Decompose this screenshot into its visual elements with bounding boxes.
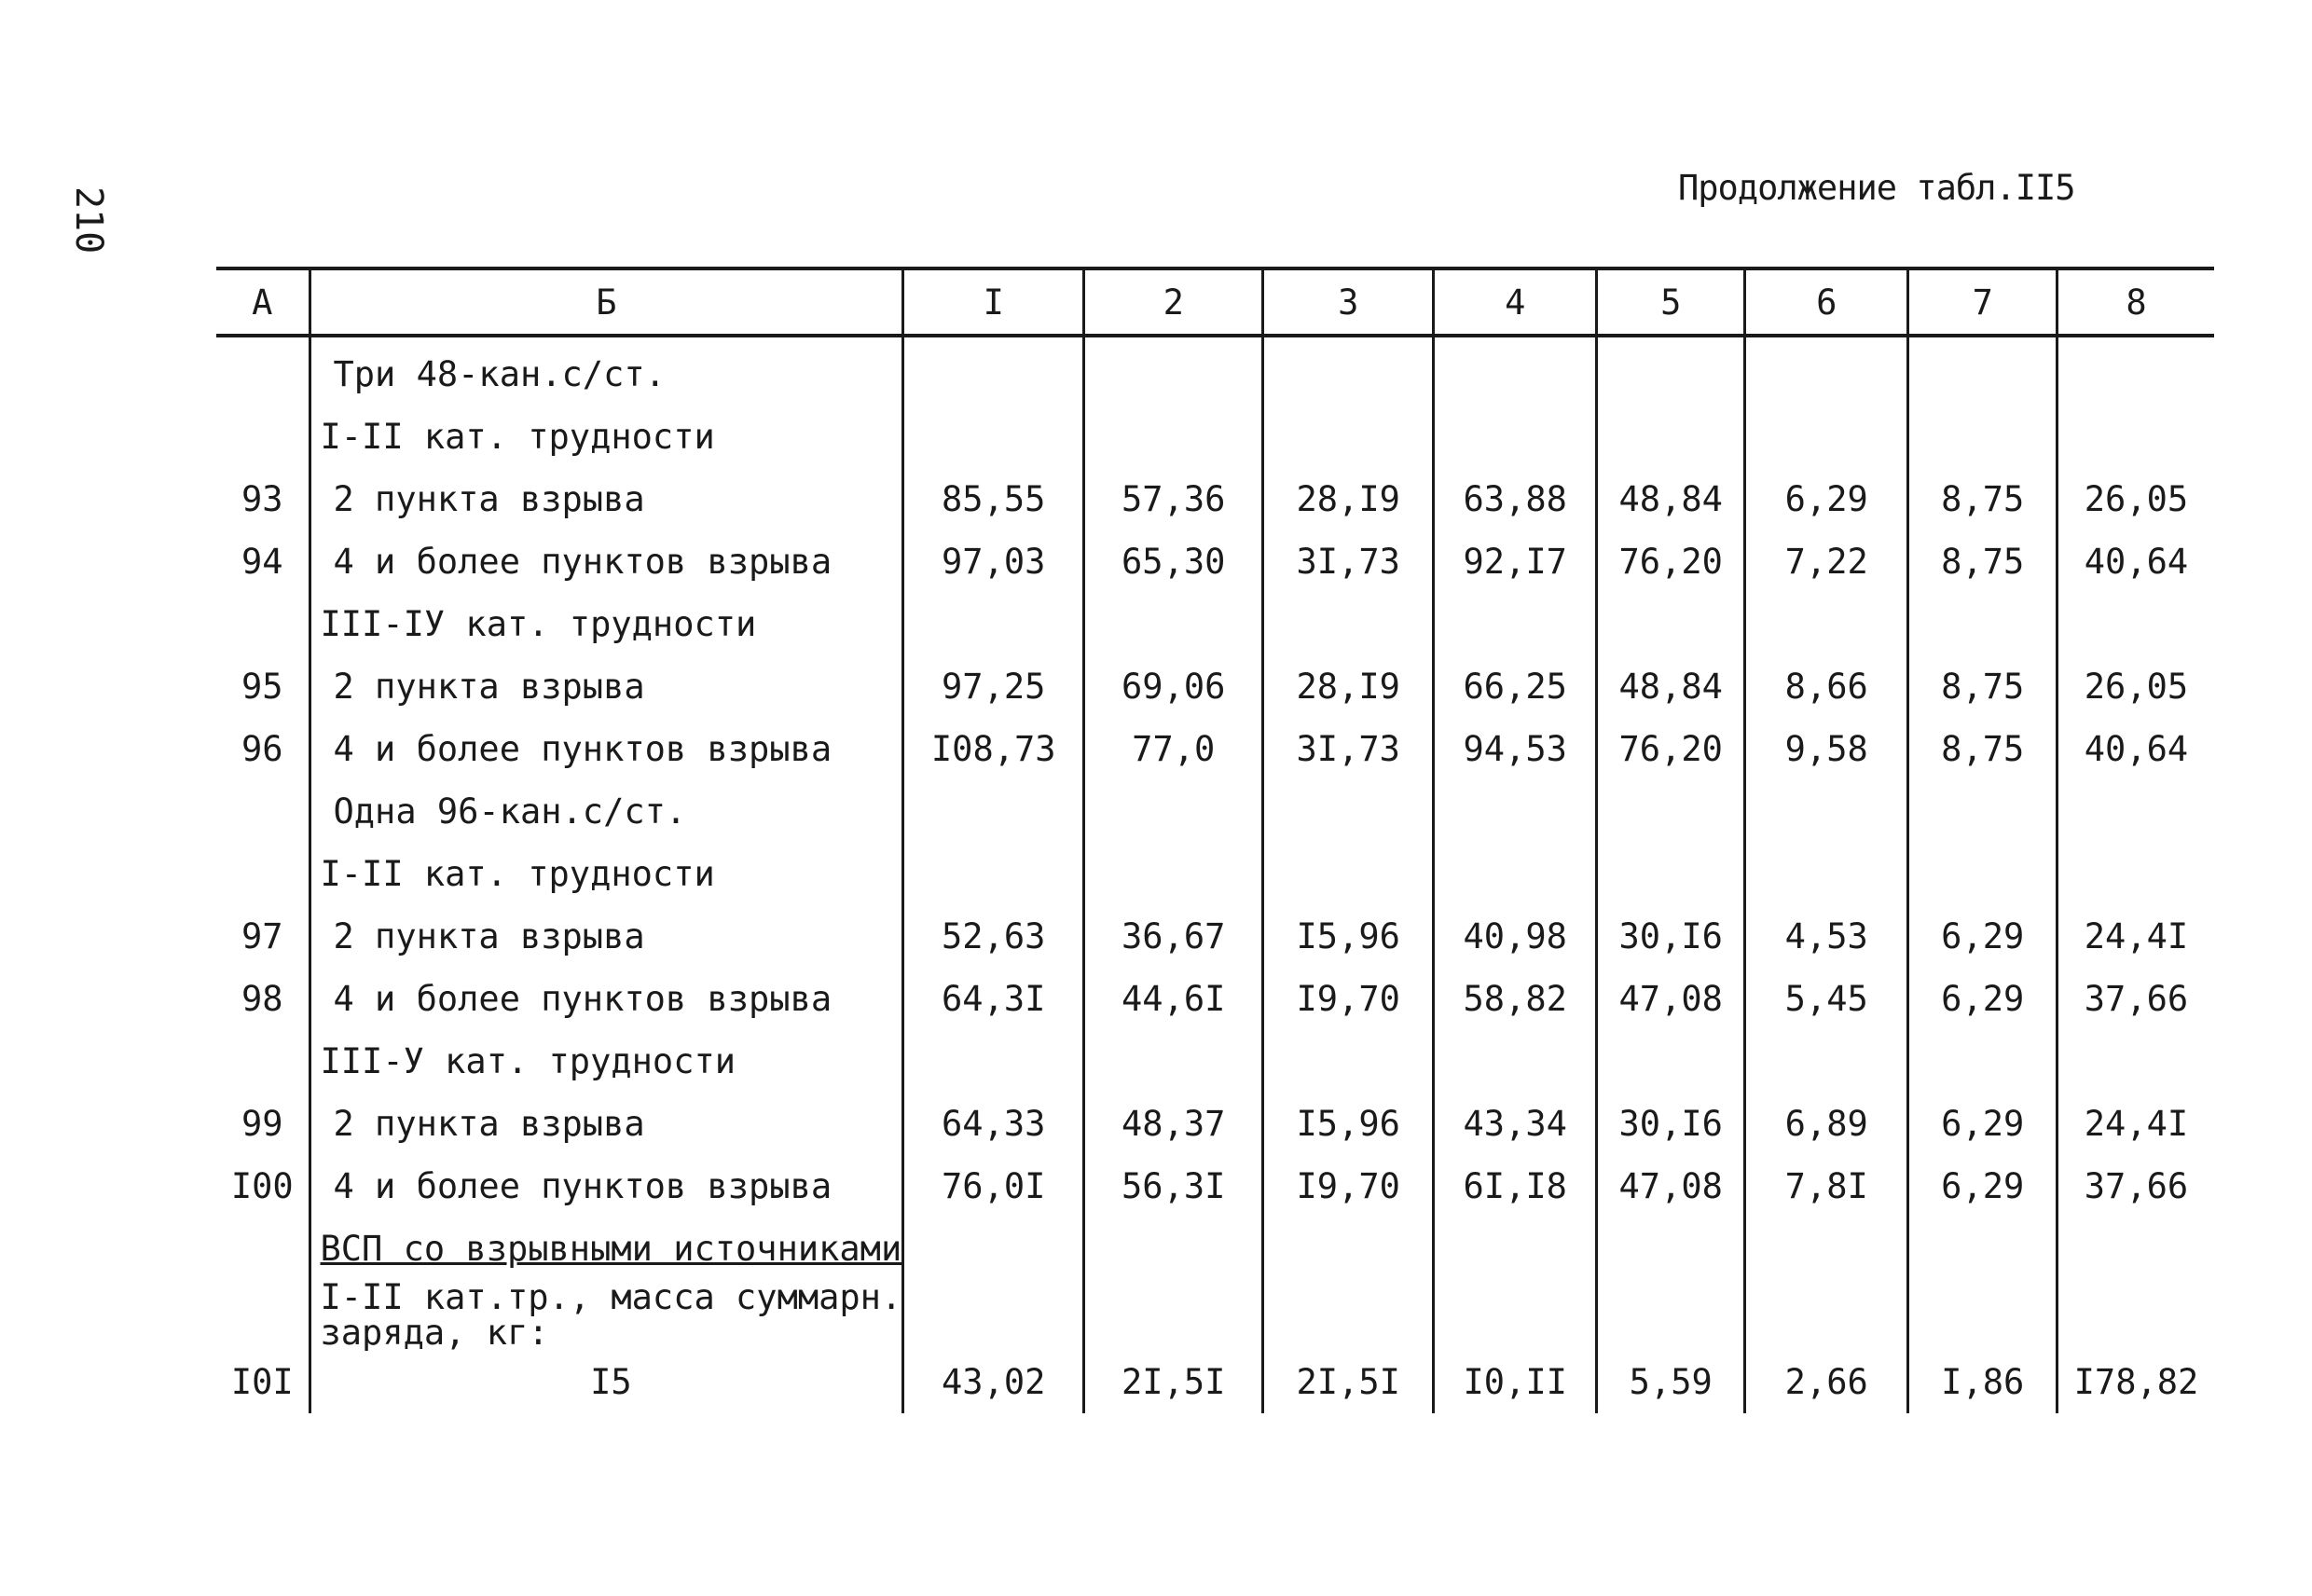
value-cell <box>903 406 1084 468</box>
row-number-cell <box>216 780 310 843</box>
value-cell <box>1084 1218 1263 1280</box>
description-cell: I-II кат.тр., масса суммарн. заряда, кг: <box>310 1280 903 1351</box>
value-cell: 66,25 <box>1434 655 1597 718</box>
value-cell <box>903 1030 1084 1093</box>
header-row <box>216 268 2214 336</box>
value-cell <box>1434 593 1597 655</box>
value-cell <box>1908 1280 2057 1351</box>
value-cell <box>1745 336 1908 406</box>
table-row <box>216 1351 2214 1413</box>
section-heading: ВСП со взрывными источниками <box>320 1229 902 1269</box>
row-number-cell <box>216 1280 310 1351</box>
value-cell: I0,II <box>1434 1351 1597 1413</box>
row-number-cell <box>216 1218 310 1280</box>
value-cell: 8,75 <box>1908 718 2057 780</box>
row-number-cell: 99 <box>241 1104 283 1144</box>
table-row <box>216 655 2214 718</box>
value-cell: 47,08 <box>1597 1155 1745 1218</box>
value-cell: 43,34 <box>1434 1093 1597 1155</box>
value-cell: 2,66 <box>1745 1351 1908 1413</box>
value-cell <box>1084 593 1263 655</box>
column-header: 3 <box>1263 268 1434 336</box>
table-row <box>216 905 2214 968</box>
column-header: 6 <box>1745 268 1908 336</box>
value-cell: 92,I7 <box>1434 530 1597 593</box>
value-cell: 9,58 <box>1745 718 1908 780</box>
value-cell: 94,53 <box>1434 718 1597 780</box>
value-cell: 8,75 <box>1908 655 2057 718</box>
value-cell: I,86 <box>1908 1351 2057 1413</box>
value-cell <box>1434 1030 1597 1093</box>
value-cell <box>1263 1030 1434 1093</box>
table-row <box>216 1280 2214 1351</box>
value-cell: 7,22 <box>1745 530 1908 593</box>
value-cell <box>2057 843 2214 905</box>
row-number-cell: I00 <box>230 1166 294 1206</box>
value-cell <box>1908 336 2057 406</box>
value-cell <box>1597 593 1745 655</box>
table-row <box>216 406 2214 468</box>
value-cell <box>1597 780 1745 843</box>
value-cell <box>1908 406 2057 468</box>
value-cell: 40,64 <box>2057 718 2214 780</box>
value-cell: 30,I6 <box>1597 1093 1745 1155</box>
value-cell: 6,29 <box>1908 1093 2057 1155</box>
row-number-cell: 98 <box>241 979 283 1019</box>
value-cell <box>1745 593 1908 655</box>
table-caption: Продолжение табл.II5 <box>1678 168 2075 208</box>
value-cell: 6,29 <box>1745 468 1908 530</box>
table-row <box>216 1218 2214 1280</box>
value-cell: 2I,5I <box>1084 1351 1263 1413</box>
value-cell: 76,20 <box>1597 530 1745 593</box>
column-header: 7 <box>1908 268 2057 336</box>
table-row <box>216 718 2214 780</box>
value-cell <box>1434 843 1597 905</box>
table-row <box>216 968 2214 1030</box>
row-number-cell: 95 <box>241 667 283 707</box>
value-cell: 57,36 <box>1084 468 1263 530</box>
value-cell <box>2057 1218 2214 1280</box>
value-cell <box>903 1280 1084 1351</box>
value-cell <box>1084 843 1263 905</box>
value-cell: 8,75 <box>1908 468 2057 530</box>
value-cell: 43,02 <box>903 1351 1084 1413</box>
row-number-cell <box>216 593 310 655</box>
value-cell: 64,33 <box>903 1093 1084 1155</box>
description-cell <box>310 1218 903 1280</box>
value-cell <box>1084 336 1263 406</box>
value-cell <box>1908 1218 2057 1280</box>
value-cell: I5,96 <box>1263 905 1434 968</box>
value-cell <box>1745 780 1908 843</box>
table-row <box>216 336 2214 406</box>
table-row <box>216 1030 2214 1093</box>
value-cell: 48,37 <box>1084 1093 1263 1155</box>
value-cell <box>1263 843 1434 905</box>
value-cell <box>1263 1280 1434 1351</box>
value-cell: 52,63 <box>903 905 1084 968</box>
value-cell: 85,55 <box>903 468 1084 530</box>
value-cell <box>903 336 1084 406</box>
value-cell <box>1597 1218 1745 1280</box>
value-cell: 7,8I <box>1745 1155 1908 1218</box>
description-cell: 2 пункта взрыва <box>310 1093 903 1155</box>
column-header: A <box>216 268 310 336</box>
value-cell: 40,98 <box>1434 905 1597 968</box>
value-cell <box>1745 1280 1908 1351</box>
value-cell: 6,29 <box>1908 968 2057 1030</box>
value-cell: 56,3I <box>1084 1155 1263 1218</box>
description-cell: I-II кат. трудности <box>310 843 903 905</box>
value-cell <box>1084 1030 1263 1093</box>
value-cell <box>1745 843 1908 905</box>
value-cell <box>2057 780 2214 843</box>
value-cell: 3I,73 <box>1263 530 1434 593</box>
column-header: I <box>903 268 1084 336</box>
table-row <box>216 1155 2214 1218</box>
table-row <box>216 468 2214 530</box>
value-cell <box>1597 843 1745 905</box>
table-row <box>216 530 2214 593</box>
value-cell: 47,08 <box>1597 968 1745 1030</box>
value-cell <box>1084 1280 1263 1351</box>
value-cell: 2I,5I <box>1263 1351 1434 1413</box>
value-cell: 24,4I <box>2057 905 2214 968</box>
table-row <box>216 843 2214 905</box>
value-cell: 97,03 <box>903 530 1084 593</box>
description-cell: 2 пункта взрыва <box>310 468 903 530</box>
value-cell: 48,84 <box>1597 468 1745 530</box>
value-cell <box>1908 843 2057 905</box>
value-cell: 3I,73 <box>1263 718 1434 780</box>
table-body <box>216 336 2214 1413</box>
value-cell: 97,25 <box>903 655 1084 718</box>
value-cell: 44,6I <box>1084 968 1263 1030</box>
description-cell: 2 пункта взрыва <box>310 655 903 718</box>
value-cell: 36,67 <box>1084 905 1263 968</box>
value-cell <box>2057 406 2214 468</box>
row-number-cell: 97 <box>241 916 283 956</box>
value-cell <box>1745 1218 1908 1280</box>
value-cell: 69,06 <box>1084 655 1263 718</box>
value-cell: 77,0 <box>1084 718 1263 780</box>
value-cell: 4,53 <box>1745 905 1908 968</box>
row-number-cell: 93 <box>241 479 283 519</box>
page-number: 210 <box>67 186 110 255</box>
value-cell: 28,I9 <box>1263 655 1434 718</box>
value-cell: 63,88 <box>1434 468 1597 530</box>
table-row <box>216 780 2214 843</box>
value-cell <box>903 1218 1084 1280</box>
value-cell: 76,20 <box>1597 718 1745 780</box>
value-cell: 37,66 <box>2057 1155 2214 1218</box>
value-cell <box>1597 336 1745 406</box>
value-cell <box>1434 406 1597 468</box>
value-cell: 5,59 <box>1597 1351 1745 1413</box>
value-cell <box>903 780 1084 843</box>
value-cell: I5,96 <box>1263 1093 1434 1155</box>
value-cell <box>903 843 1084 905</box>
value-cell: 8,75 <box>1908 530 2057 593</box>
row-number-cell <box>216 1030 310 1093</box>
value-cell: 28,I9 <box>1263 468 1434 530</box>
column-header: 5 <box>1597 268 1745 336</box>
value-cell <box>1597 1280 1745 1351</box>
description-cell: I5 <box>310 1351 903 1413</box>
row-number-cell: I0I <box>230 1362 294 1402</box>
value-cell: 65,30 <box>1084 530 1263 593</box>
value-cell <box>1434 1218 1597 1280</box>
value-cell <box>1597 406 1745 468</box>
value-cell <box>1908 1030 2057 1093</box>
table-row <box>216 593 2214 655</box>
value-cell <box>2057 593 2214 655</box>
value-cell: 37,66 <box>2057 968 2214 1030</box>
value-cell: 24,4I <box>2057 1093 2214 1155</box>
value-cell <box>1745 1030 1908 1093</box>
value-cell: 8,66 <box>1745 655 1908 718</box>
value-cell <box>903 593 1084 655</box>
value-cell: 5,45 <box>1745 968 1908 1030</box>
value-cell: 6I,I8 <box>1434 1155 1597 1218</box>
column-header: 4 <box>1434 268 1597 336</box>
value-cell: 26,05 <box>2057 468 2214 530</box>
row-number-cell: 94 <box>241 542 283 582</box>
value-cell: I9,70 <box>1263 968 1434 1030</box>
value-cell <box>1434 336 1597 406</box>
description-cell: Три 48-кан.с/ст. <box>310 336 903 406</box>
value-cell <box>1263 1218 1434 1280</box>
value-cell: 30,I6 <box>1597 905 1745 968</box>
description-cell: 4 и более пунктов взрыва <box>310 1155 903 1218</box>
description-cell: III-IУ кат. трудности <box>310 593 903 655</box>
row-number-cell <box>216 843 310 905</box>
value-cell <box>2057 1280 2214 1351</box>
value-cell <box>1908 780 2057 843</box>
value-cell <box>1908 593 2057 655</box>
value-cell: 6,89 <box>1745 1093 1908 1155</box>
value-cell: 76,0I <box>903 1155 1084 1218</box>
value-cell: I9,70 <box>1263 1155 1434 1218</box>
value-cell: 6,29 <box>1908 905 2057 968</box>
column-header: 2 <box>1084 268 1263 336</box>
row-number-cell <box>216 336 310 406</box>
value-cell <box>1434 780 1597 843</box>
row-number-cell: 96 <box>241 729 283 769</box>
value-cell: 6,29 <box>1908 1155 2057 1218</box>
column-header: 8 <box>2057 268 2214 336</box>
description-cell: 4 и более пунктов взрыва <box>310 718 903 780</box>
value-cell <box>2057 336 2214 406</box>
value-cell: 26,05 <box>2057 655 2214 718</box>
value-cell: 64,3I <box>903 968 1084 1030</box>
value-cell <box>1263 593 1434 655</box>
description-cell: I-II кат. трудности <box>310 406 903 468</box>
column-header: Б <box>310 268 903 336</box>
value-cell: I08,73 <box>903 718 1084 780</box>
value-cell <box>1745 406 1908 468</box>
description-cell: Одна 96-кан.с/ст. <box>310 780 903 843</box>
value-cell: 58,82 <box>1434 968 1597 1030</box>
description-cell: 4 и более пунктов взрыва <box>310 530 903 593</box>
description-cell: III-У кат. трудности <box>310 1030 903 1093</box>
row-number-cell <box>216 406 310 468</box>
value-cell <box>1084 406 1263 468</box>
value-cell <box>1263 406 1434 468</box>
value-cell <box>1434 1280 1597 1351</box>
value-cell <box>2057 1030 2214 1093</box>
value-cell: I78,82 <box>2057 1351 2214 1413</box>
value-cell: 40,64 <box>2057 530 2214 593</box>
description-cell: 4 и более пунктов взрыва <box>310 968 903 1030</box>
value-cell <box>1597 1030 1745 1093</box>
description-cell: 2 пункта взрыва <box>310 905 903 968</box>
value-cell <box>1263 780 1434 843</box>
value-cell: 48,84 <box>1597 655 1745 718</box>
table-row <box>216 1093 2214 1155</box>
data-table <box>216 267 2214 1413</box>
value-cell <box>1084 780 1263 843</box>
value-cell <box>1263 336 1434 406</box>
